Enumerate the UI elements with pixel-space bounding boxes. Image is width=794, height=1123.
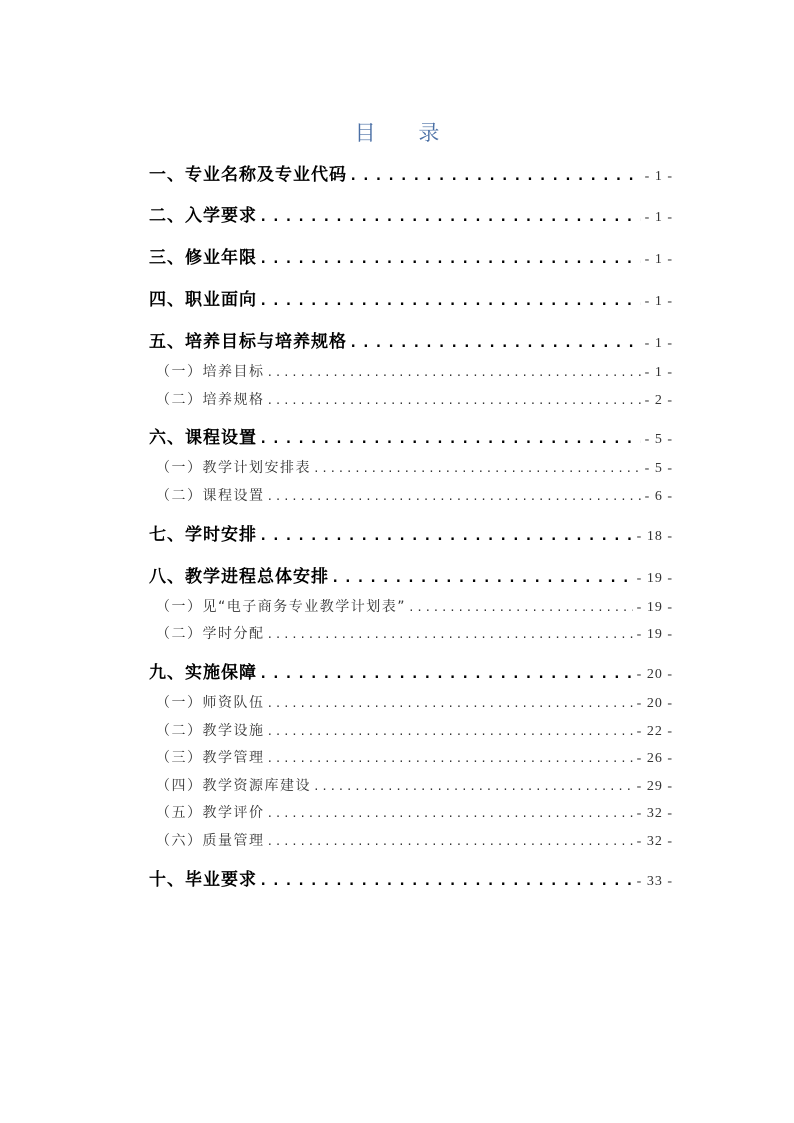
- toc-leader-dots: [259, 869, 633, 893]
- toc-leader-dots: [259, 427, 641, 451]
- toc-entry-page: - 19 -: [636, 600, 673, 615]
- toc-entry-page: - 32 -: [636, 834, 673, 849]
- toc-leader-dots: [259, 524, 633, 548]
- toc-entry[interactable]: [149, 362, 673, 382]
- toc-entry-label: 十、毕业要求: [149, 870, 257, 890]
- toc-entry[interactable]: [149, 597, 673, 617]
- toc-entry-page: - 26 -: [636, 751, 673, 766]
- toc-entry-label: 九、实施保障: [149, 663, 257, 683]
- toc-entry-page: - 5 -: [644, 432, 673, 447]
- toc-leader-dots: [267, 749, 633, 769]
- toc-entry-page: - 2 -: [644, 393, 673, 408]
- toc-entry[interactable]: [149, 523, 673, 547]
- toc-entry-page: - 20 -: [636, 667, 673, 682]
- toc-entry-page: - 29 -: [636, 779, 673, 794]
- toc-entry[interactable]: [149, 565, 673, 589]
- toc-entry-label: 七、学时安排: [149, 525, 257, 545]
- toc-entry-label: （二）教学设施: [156, 723, 265, 739]
- toc-entry[interactable]: [149, 693, 673, 713]
- toc-entry-label: （二）课程设置: [156, 488, 265, 504]
- toc-leader-dots: [313, 459, 641, 479]
- toc-entry[interactable]: [149, 721, 673, 741]
- toc-entry[interactable]: [149, 661, 673, 685]
- toc-entry-label: （一）教学计划安排表: [156, 460, 311, 476]
- toc-entry[interactable]: [149, 246, 673, 270]
- toc-entry-page: - 1 -: [644, 169, 673, 184]
- toc-entry[interactable]: [149, 831, 673, 851]
- toc-entry[interactable]: [149, 624, 673, 644]
- toc-entry[interactable]: [149, 163, 673, 187]
- toc-leader-dots: [259, 247, 641, 271]
- toc-entry-label: 二、入学要求: [149, 206, 257, 226]
- toc-entry-label: （一）师资队伍: [156, 695, 265, 711]
- toc-entry-page: - 33 -: [636, 874, 673, 889]
- toc-leader-dots: [267, 832, 633, 852]
- toc-entry-label: 三、修业年限: [149, 248, 257, 268]
- toc-leader-dots: [267, 487, 641, 507]
- toc-entry-label: （一）见“电子商务专业教学计划表”: [156, 599, 407, 615]
- toc-entry-label: （二）培养规格: [156, 392, 265, 408]
- toc-entry-label: （一）培养目标: [156, 364, 265, 380]
- toc-entry-label: 一、专业名称及专业代码: [149, 165, 347, 185]
- toc-entry-label: 六、课程设置: [149, 428, 257, 448]
- toc-entry[interactable]: [149, 458, 673, 478]
- toc-entry-page: - 1 -: [644, 294, 673, 309]
- toc-entry-page: - 19 -: [636, 627, 673, 642]
- toc-entry-page: - 1 -: [644, 365, 673, 380]
- toc-leader-dots: [408, 598, 633, 618]
- toc-leader-dots: [313, 777, 633, 797]
- toc-entry-label: （二）学时分配: [156, 626, 265, 642]
- toc-entry-page: - 18 -: [636, 529, 673, 544]
- toc-entry-page: - 32 -: [636, 806, 673, 821]
- toc-leader-dots: [267, 694, 633, 714]
- toc-entry-page: - 6 -: [644, 489, 673, 504]
- toc-leader-dots: [259, 289, 641, 313]
- toc-entry[interactable]: [149, 390, 673, 410]
- toc-entry-label: （五）教学评价: [156, 805, 265, 821]
- toc-entry[interactable]: [149, 486, 673, 506]
- toc-leader-dots: [259, 205, 641, 229]
- toc-entry[interactable]: [149, 330, 673, 354]
- toc-leader-dots: [259, 662, 633, 686]
- toc-leader-dots: [267, 625, 633, 645]
- toc-entry-page: - 1 -: [644, 210, 673, 225]
- toc-leader-dots: [267, 722, 633, 742]
- toc-entry-page: - 5 -: [644, 461, 673, 476]
- toc-leader-dots: [267, 391, 641, 411]
- toc-entry-page: - 1 -: [644, 336, 673, 351]
- toc-entry-label: （六）质量管理: [156, 833, 265, 849]
- toc-entry[interactable]: [149, 868, 673, 892]
- toc-entry[interactable]: [149, 288, 673, 312]
- toc-entry[interactable]: [149, 426, 673, 450]
- toc-leader-dots: [349, 164, 641, 188]
- toc-entry-page: - 19 -: [636, 571, 673, 586]
- toc-entry[interactable]: [149, 204, 673, 228]
- toc-leader-dots: [267, 804, 633, 824]
- toc-entry[interactable]: [149, 776, 673, 796]
- toc-entry-page: - 1 -: [644, 252, 673, 267]
- toc-title: 目 录: [354, 121, 458, 145]
- toc-entry-page: - 22 -: [636, 724, 673, 739]
- toc-entry-label: 八、教学进程总体安排: [149, 567, 329, 587]
- toc-entry[interactable]: [149, 803, 673, 823]
- toc-entry-label: （三）教学管理: [156, 750, 265, 766]
- toc-entry-page: - 20 -: [636, 696, 673, 711]
- toc-entry-label: 四、职业面向: [149, 290, 257, 310]
- toc-leader-dots: [267, 363, 641, 383]
- toc-entry-label: （四）教学资源库建设: [156, 778, 311, 794]
- toc-entry-label: 五、培养目标与培养规格: [149, 332, 347, 352]
- toc-leader-dots: [331, 566, 633, 590]
- toc-leader-dots: [349, 331, 641, 355]
- toc-entry[interactable]: [149, 748, 673, 768]
